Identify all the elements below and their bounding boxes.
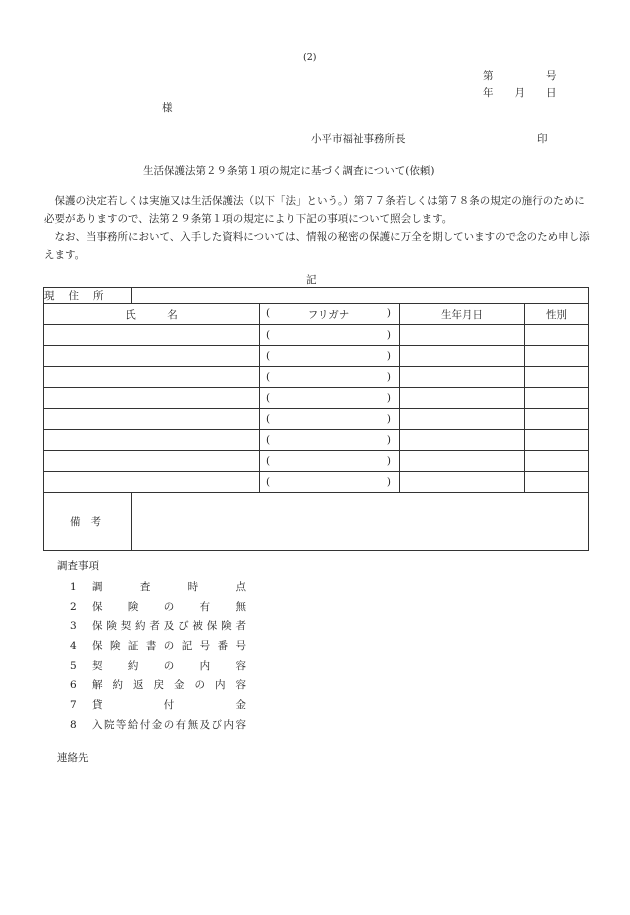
person-row xyxy=(44,430,589,451)
person-row xyxy=(44,409,589,430)
birthdate-cell[interactable] xyxy=(400,472,525,493)
name-cell[interactable] xyxy=(44,430,260,451)
furigana-header xyxy=(260,304,400,325)
table-header-row xyxy=(44,304,589,325)
paren-open: ( xyxy=(266,371,271,383)
person-row xyxy=(44,346,589,367)
paren-close: ) xyxy=(386,350,391,362)
paren-close: ) xyxy=(386,413,391,425)
gender-cell[interactable] xyxy=(525,367,589,388)
survey-item-text: 解 約 返 戻 金 の 内 容 xyxy=(92,679,246,692)
person-row xyxy=(44,472,589,493)
name-cell[interactable] xyxy=(44,388,260,409)
survey-item-text: 貸 付 金 xyxy=(92,699,246,712)
paren-open: ( xyxy=(266,350,271,362)
address-label: 現住所 xyxy=(44,288,132,304)
survey-item-text: 保 険 証 書 の 記 号 番 号 xyxy=(92,640,246,653)
survey-item xyxy=(70,676,246,696)
gender-cell[interactable] xyxy=(525,346,589,367)
name-cell[interactable] xyxy=(44,409,260,430)
name-cell[interactable] xyxy=(44,472,260,493)
survey-item-text: 保 険 契 約 者 及 び 被 保 険 者 xyxy=(92,620,246,633)
birthdate-cell[interactable] xyxy=(400,409,525,430)
gender-label: 性別 xyxy=(525,304,589,325)
paren-open: ( xyxy=(266,476,271,488)
survey-item-text: 契 約 の 内 容 xyxy=(92,659,246,672)
name-cell[interactable] xyxy=(44,367,260,388)
gender-cell[interactable] xyxy=(525,451,589,472)
person-rows xyxy=(44,325,589,493)
ki-mark: 記 xyxy=(306,274,317,286)
survey-item xyxy=(70,578,246,598)
furigana-cell[interactable] xyxy=(260,367,400,388)
person-row xyxy=(44,325,589,346)
contact-label: 連絡先 xyxy=(57,752,89,764)
survey-item-text: 保 険 の 有 無 xyxy=(92,600,246,613)
furigana-label: フリガナ xyxy=(307,308,350,321)
survey-item-number: 6 xyxy=(70,679,77,692)
person-row xyxy=(44,388,589,409)
address-field[interactable] xyxy=(132,288,589,304)
birthdate-cell[interactable] xyxy=(400,325,525,346)
survey-item-number: 4 xyxy=(70,640,77,653)
furigana-cell[interactable] xyxy=(260,325,400,346)
date-label: 年 月 日 xyxy=(483,87,557,99)
survey-items xyxy=(70,578,246,736)
survey-item-number: 2 xyxy=(70,600,77,613)
birthdate-cell[interactable] xyxy=(400,388,525,409)
person-row xyxy=(44,367,589,388)
survey-item xyxy=(70,637,246,657)
body-paragraph-1: 保護の決定若しくは実施又は生活保護法（以下「法」という。）第７７条若しくは第７８条の規定の施行のために必要がありますので、法第２９条第１項の規定により下記の事項について照会します。 xyxy=(44,195,585,225)
name-cell[interactable] xyxy=(44,346,260,367)
survey-item-number: 1 xyxy=(70,581,77,593)
paren-open: ( xyxy=(266,329,271,341)
birthdate-label: 生年月日 xyxy=(400,304,525,325)
paren-open: ( xyxy=(266,413,271,425)
paren-close: ) xyxy=(386,371,391,383)
furigana-cell[interactable] xyxy=(260,388,400,409)
survey-item xyxy=(70,716,246,736)
name-cell[interactable] xyxy=(44,325,260,346)
gender-cell[interactable] xyxy=(525,388,589,409)
paren-open: ( xyxy=(266,306,271,319)
survey-item-number: 5 xyxy=(70,659,77,672)
survey-heading: 調査事項 xyxy=(57,560,99,572)
survey-item-number: 7 xyxy=(70,699,77,712)
body-paragraph-2: なお、当事務所において、入手した資料については、情報の秘密の保護に万全を期していますので念のため申し添えます。 xyxy=(44,231,590,261)
furigana-cell[interactable] xyxy=(260,472,400,493)
remarks-label: 備考 xyxy=(44,493,132,551)
paren-close: ) xyxy=(386,392,391,404)
document-title: 生活保護法第２９条第１項の規定に基づく調査について(依頼) xyxy=(143,165,435,177)
sender-name: 小平市福祉事務所長 xyxy=(311,133,406,145)
name-cell[interactable] xyxy=(44,451,260,472)
birthdate-cell[interactable] xyxy=(400,430,525,451)
furigana-cell[interactable] xyxy=(260,430,400,451)
paren-close: ) xyxy=(386,476,391,488)
survey-item-number: 3 xyxy=(70,620,77,633)
paren-close: ) xyxy=(386,455,391,467)
paren-open: ( xyxy=(266,434,271,446)
paren-open: ( xyxy=(266,392,271,404)
document-number-label: 第 号 xyxy=(483,70,557,82)
gender-cell[interactable] xyxy=(525,430,589,451)
paren-close: ) xyxy=(386,306,391,319)
birthdate-cell[interactable] xyxy=(400,367,525,388)
gender-cell[interactable] xyxy=(525,472,589,493)
furigana-cell[interactable] xyxy=(260,409,400,430)
remarks-field[interactable] xyxy=(132,493,589,551)
recipient-table xyxy=(43,287,589,551)
paren-open: ( xyxy=(266,455,271,467)
survey-item xyxy=(70,598,246,618)
furigana-cell[interactable] xyxy=(260,451,400,472)
form-number: (2) xyxy=(303,52,317,63)
survey-item xyxy=(70,617,246,637)
seal-mark: 印 xyxy=(537,133,548,145)
survey-item-number: 8 xyxy=(70,718,77,731)
person-row xyxy=(44,451,589,472)
name-label: 氏 名 xyxy=(44,304,260,325)
gender-cell[interactable] xyxy=(525,409,589,430)
furigana-cell[interactable] xyxy=(260,346,400,367)
survey-item xyxy=(70,696,246,716)
paren-close: ) xyxy=(386,434,391,446)
addressee-suffix: 様 xyxy=(162,102,173,114)
survey-item xyxy=(70,657,246,677)
birthdate-cell[interactable] xyxy=(400,451,525,472)
paren-close: ) xyxy=(386,329,391,341)
survey-item-text: 入 院 等 給 付 金 の 有 無 及 び 内 容 xyxy=(92,718,246,731)
gender-cell[interactable] xyxy=(525,325,589,346)
body-text xyxy=(44,192,592,264)
survey-item-text: 調 査 時 点 xyxy=(92,581,246,593)
birthdate-cell[interactable] xyxy=(400,346,525,367)
